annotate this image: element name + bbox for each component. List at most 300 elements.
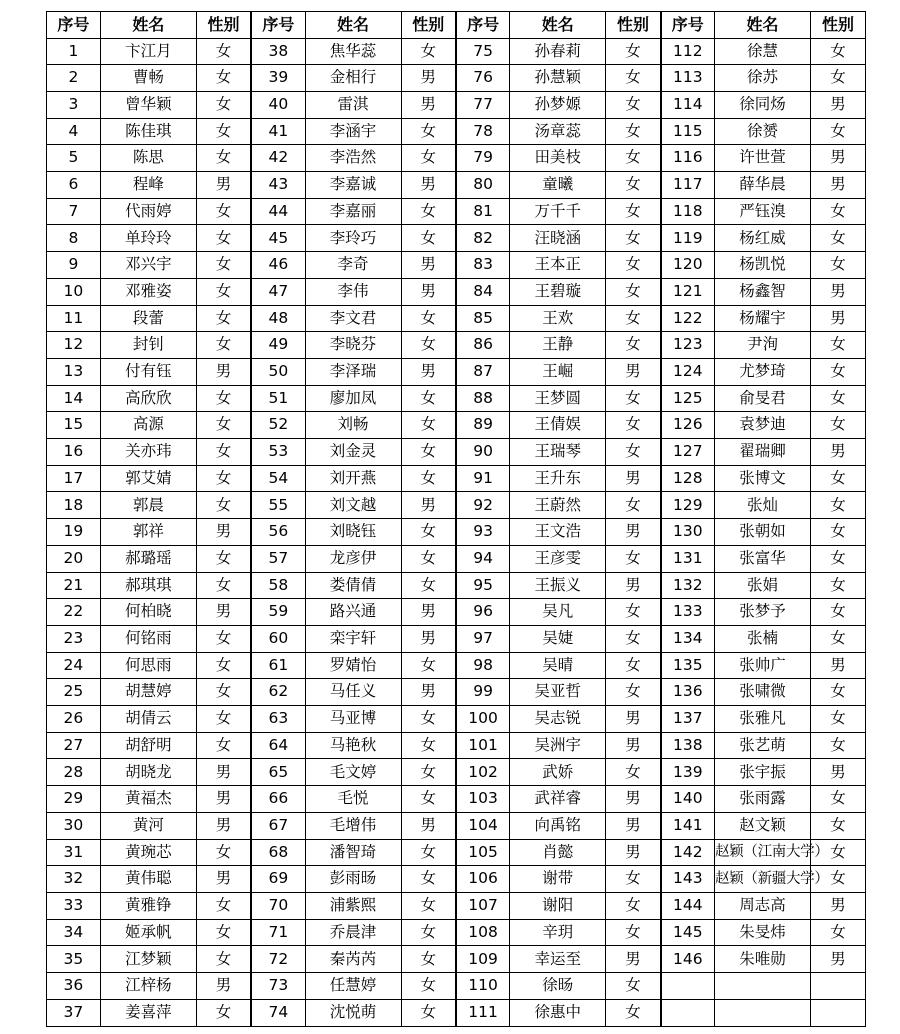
student-gender: 女 [401, 866, 456, 893]
student-name: 马亚博 [305, 706, 401, 733]
student-name [714, 973, 810, 1000]
student-gender: 女 [811, 358, 866, 385]
student-number: 137 [661, 706, 715, 733]
student-gender: 女 [606, 332, 661, 359]
table-row [47, 732, 866, 759]
student-number: 141 [661, 812, 715, 839]
student-number: 58 [251, 572, 305, 599]
student-name: 王瑞琴 [510, 439, 606, 466]
student-gender: 女 [606, 919, 661, 946]
student-number: 54 [251, 465, 305, 492]
student-gender: 女 [606, 91, 661, 118]
student-number: 76 [456, 65, 510, 92]
student-number: 127 [661, 439, 715, 466]
student-gender: 女 [606, 893, 661, 920]
student-name: 陈佳琪 [100, 118, 196, 145]
student-number: 32 [47, 866, 101, 893]
student-gender: 女 [606, 492, 661, 519]
student-gender: 女 [196, 545, 251, 572]
student-gender: 女 [606, 225, 661, 252]
student-number: 129 [661, 492, 715, 519]
table-row [47, 305, 866, 332]
student-name: 黄福杰 [100, 786, 196, 813]
student-number: 84 [456, 278, 510, 305]
student-number: 40 [251, 91, 305, 118]
student-number: 22 [47, 599, 101, 626]
student-gender: 男 [606, 786, 661, 813]
student-number: 53 [251, 439, 305, 466]
student-name: 张梦予 [714, 599, 810, 626]
student-name: 尹洵 [714, 332, 810, 359]
student-gender: 女 [606, 118, 661, 145]
student-number: 28 [47, 759, 101, 786]
student-name: 张灿 [714, 492, 810, 519]
student-name: 朱唯勋 [714, 946, 810, 973]
student-gender: 男 [401, 252, 456, 279]
student-name: 江梓杨 [100, 973, 196, 1000]
student-number: 100 [456, 706, 510, 733]
student-gender: 男 [606, 465, 661, 492]
student-number: 45 [251, 225, 305, 252]
student-number: 46 [251, 252, 305, 279]
student-name: 杨红威 [714, 225, 810, 252]
student-gender: 男 [401, 91, 456, 118]
student-gender: 女 [606, 599, 661, 626]
student-name: 姜喜萍 [100, 999, 196, 1026]
student-gender: 女 [401, 652, 456, 679]
header-number: 序号 [456, 12, 510, 39]
student-gender: 女 [196, 412, 251, 439]
student-name: 毛悦 [305, 786, 401, 813]
student-number: 113 [661, 65, 715, 92]
table-row [47, 599, 866, 626]
student-number: 95 [456, 572, 510, 599]
table-row [47, 332, 866, 359]
student-number: 101 [456, 732, 510, 759]
student-number: 14 [47, 385, 101, 412]
student-name: 王振义 [510, 572, 606, 599]
student-name: 郭祥 [100, 519, 196, 546]
student-gender: 男 [606, 572, 661, 599]
student-name: 吴志锐 [510, 706, 606, 733]
student-name: 武祥睿 [510, 786, 606, 813]
student-name: 武娇 [510, 759, 606, 786]
table-row [47, 759, 866, 786]
student-number: 31 [47, 839, 101, 866]
student-name: 黄琬芯 [100, 839, 196, 866]
student-gender: 女 [811, 706, 866, 733]
student-name: 程峰 [100, 172, 196, 199]
student-gender: 女 [811, 839, 866, 866]
student-gender: 男 [606, 358, 661, 385]
student-name: 彭雨旸 [305, 866, 401, 893]
student-gender: 男 [606, 732, 661, 759]
student-name: 龙彦伊 [305, 545, 401, 572]
student-number: 89 [456, 412, 510, 439]
student-name: 刘金灵 [305, 439, 401, 466]
student-gender: 女 [401, 999, 456, 1026]
student-number: 67 [251, 812, 305, 839]
student-gender: 女 [606, 412, 661, 439]
student-name: 赵文颖 [714, 812, 810, 839]
student-gender: 女 [606, 278, 661, 305]
student-gender: 男 [811, 893, 866, 920]
student-number: 71 [251, 919, 305, 946]
student-name: 关亦玮 [100, 439, 196, 466]
student-gender: 女 [606, 65, 661, 92]
student-name: 张朝如 [714, 519, 810, 546]
student-gender: 女 [196, 679, 251, 706]
student-gender: 男 [401, 172, 456, 199]
student-gender [811, 973, 866, 1000]
student-gender: 男 [196, 759, 251, 786]
student-name: 毛文婷 [305, 759, 401, 786]
student-gender: 女 [401, 519, 456, 546]
student-name: 徐慧 [714, 38, 810, 65]
table-row [47, 225, 866, 252]
student-gender: 女 [606, 252, 661, 279]
student-name: 吴亚哲 [510, 679, 606, 706]
student-name: 徐赟 [714, 118, 810, 145]
student-number: 8 [47, 225, 101, 252]
student-name: 张啸微 [714, 679, 810, 706]
student-number: 1 [47, 38, 101, 65]
student-number: 144 [661, 893, 715, 920]
student-number: 60 [251, 625, 305, 652]
student-number: 126 [661, 412, 715, 439]
student-number: 21 [47, 572, 101, 599]
student-number: 143 [661, 866, 715, 893]
student-gender: 女 [401, 305, 456, 332]
student-number: 94 [456, 545, 510, 572]
student-number: 24 [47, 652, 101, 679]
student-name: 付有钰 [100, 358, 196, 385]
student-gender: 男 [606, 946, 661, 973]
student-name: 何思雨 [100, 652, 196, 679]
student-number: 48 [251, 305, 305, 332]
student-name: 徐旸 [510, 973, 606, 1000]
student-number: 117 [661, 172, 715, 199]
student-gender: 男 [606, 839, 661, 866]
header-name: 姓名 [714, 12, 810, 39]
student-number: 131 [661, 545, 715, 572]
student-name: 张娟 [714, 572, 810, 599]
student-gender: 男 [606, 519, 661, 546]
student-name: 幸运至 [510, 946, 606, 973]
student-gender: 女 [811, 252, 866, 279]
student-name: 李涵宇 [305, 118, 401, 145]
student-number: 37 [47, 999, 101, 1026]
student-number: 64 [251, 732, 305, 759]
student-name: 杨鑫智 [714, 278, 810, 305]
student-number: 92 [456, 492, 510, 519]
student-gender: 女 [196, 706, 251, 733]
student-gender: 女 [811, 786, 866, 813]
table-row [47, 465, 866, 492]
student-name: 栾宇轩 [305, 625, 401, 652]
table-row [47, 385, 866, 412]
header-number: 序号 [47, 12, 101, 39]
student-name: 黄河 [100, 812, 196, 839]
header-name: 姓名 [305, 12, 401, 39]
student-number: 114 [661, 91, 715, 118]
student-gender: 男 [196, 786, 251, 813]
student-number: 11 [47, 305, 101, 332]
student-gender: 女 [811, 198, 866, 225]
student-name: 卞江月 [100, 38, 196, 65]
student-gender: 男 [811, 652, 866, 679]
student-number: 57 [251, 545, 305, 572]
student-gender: 女 [606, 439, 661, 466]
student-name: 张博文 [714, 465, 810, 492]
student-number: 50 [251, 358, 305, 385]
student-name: 代雨婷 [100, 198, 196, 225]
student-name: 王静 [510, 332, 606, 359]
student-name: 徐同炀 [714, 91, 810, 118]
student-name: 王本正 [510, 252, 606, 279]
table-row [47, 946, 866, 973]
student-name: 张宇振 [714, 759, 810, 786]
student-name: 谢带 [510, 866, 606, 893]
table-row [47, 492, 866, 519]
header-name: 姓名 [100, 12, 196, 39]
table-row [47, 999, 866, 1026]
student-gender: 女 [606, 652, 661, 679]
student-name: 封钊 [100, 332, 196, 359]
student-name: 刘晓钰 [305, 519, 401, 546]
header-gender: 性别 [401, 12, 456, 39]
student-number: 87 [456, 358, 510, 385]
student-name: 刘文越 [305, 492, 401, 519]
student-name: 吴凡 [510, 599, 606, 626]
student-gender: 女 [401, 145, 456, 172]
student-name: 王升东 [510, 465, 606, 492]
student-name: 郝琪琪 [100, 572, 196, 599]
student-gender: 女 [196, 225, 251, 252]
student-gender: 女 [196, 38, 251, 65]
student-name: 何柏晓 [100, 599, 196, 626]
student-number: 27 [47, 732, 101, 759]
student-roster-table [46, 11, 866, 1027]
student-gender: 女 [196, 385, 251, 412]
table-row [47, 278, 866, 305]
student-number: 82 [456, 225, 510, 252]
student-name: 童曦 [510, 172, 606, 199]
student-name: 罗婧怡 [305, 652, 401, 679]
student-name: 马艳秋 [305, 732, 401, 759]
table-row [47, 812, 866, 839]
student-gender: 女 [811, 118, 866, 145]
student-name: 潘智琦 [305, 839, 401, 866]
header-number: 序号 [661, 12, 715, 39]
student-gender: 女 [196, 465, 251, 492]
student-gender: 男 [196, 812, 251, 839]
student-name: 张富华 [714, 545, 810, 572]
student-number: 105 [456, 839, 510, 866]
student-name: 马任义 [305, 679, 401, 706]
student-number: 5 [47, 145, 101, 172]
student-gender: 女 [196, 118, 251, 145]
student-gender: 女 [196, 145, 251, 172]
student-gender: 女 [196, 999, 251, 1026]
student-number: 3 [47, 91, 101, 118]
student-name: 吴洲宇 [510, 732, 606, 759]
student-name: 金相行 [305, 65, 401, 92]
table-row [47, 572, 866, 599]
student-number: 122 [661, 305, 715, 332]
student-gender: 男 [811, 439, 866, 466]
student-gender: 女 [196, 198, 251, 225]
student-name: 邓雅姿 [100, 278, 196, 305]
student-name: 黄雅铮 [100, 893, 196, 920]
student-number: 99 [456, 679, 510, 706]
student-name: 黄伟聪 [100, 866, 196, 893]
student-name: 张雨露 [714, 786, 810, 813]
student-gender: 男 [401, 492, 456, 519]
student-gender: 女 [401, 545, 456, 572]
student-number: 35 [47, 946, 101, 973]
student-name: 毛增伟 [305, 812, 401, 839]
student-number: 120 [661, 252, 715, 279]
student-gender: 女 [401, 465, 456, 492]
student-number: 12 [47, 332, 101, 359]
student-gender: 女 [811, 332, 866, 359]
student-gender: 女 [811, 225, 866, 252]
table-row [47, 893, 866, 920]
student-gender: 女 [811, 572, 866, 599]
table-row [47, 145, 866, 172]
student-name: 何铭雨 [100, 625, 196, 652]
student-name: 李晓芬 [305, 332, 401, 359]
table-row [47, 706, 866, 733]
student-gender: 女 [606, 172, 661, 199]
student-name: 陈思 [100, 145, 196, 172]
student-name: 薛华晨 [714, 172, 810, 199]
student-name: 孙春莉 [510, 38, 606, 65]
student-gender: 女 [606, 973, 661, 1000]
student-name: 段蕾 [100, 305, 196, 332]
table-row [47, 358, 866, 385]
student-name: 胡舒明 [100, 732, 196, 759]
student-number: 142 [661, 839, 715, 866]
student-name: 王文浩 [510, 519, 606, 546]
student-number: 23 [47, 625, 101, 652]
student-number: 10 [47, 278, 101, 305]
student-name: 肖懿 [510, 839, 606, 866]
student-gender: 女 [401, 385, 456, 412]
student-name: 尤梦琦 [714, 358, 810, 385]
student-number: 26 [47, 706, 101, 733]
table-row [47, 866, 866, 893]
student-number: 134 [661, 625, 715, 652]
student-gender: 男 [401, 65, 456, 92]
student-number: 136 [661, 679, 715, 706]
student-number: 86 [456, 332, 510, 359]
student-gender: 女 [811, 385, 866, 412]
student-gender: 女 [196, 652, 251, 679]
student-number: 88 [456, 385, 510, 412]
header-name: 姓名 [510, 12, 606, 39]
student-number [661, 999, 715, 1026]
student-gender: 女 [811, 919, 866, 946]
student-gender: 女 [401, 38, 456, 65]
student-gender: 女 [606, 198, 661, 225]
student-gender: 女 [401, 225, 456, 252]
student-name: 赵颖（新疆大学） [714, 866, 810, 893]
student-number: 133 [661, 599, 715, 626]
student-gender: 女 [401, 412, 456, 439]
student-number: 13 [47, 358, 101, 385]
student-gender: 女 [606, 759, 661, 786]
student-gender: 女 [401, 893, 456, 920]
student-number: 17 [47, 465, 101, 492]
student-number: 146 [661, 946, 715, 973]
student-number: 70 [251, 893, 305, 920]
student-number: 78 [456, 118, 510, 145]
student-gender: 女 [401, 706, 456, 733]
student-name: 张雅凡 [714, 706, 810, 733]
student-number: 80 [456, 172, 510, 199]
student-name: 任慧婷 [305, 973, 401, 1000]
student-number: 81 [456, 198, 510, 225]
student-number: 91 [456, 465, 510, 492]
table-row [47, 679, 866, 706]
student-number: 103 [456, 786, 510, 813]
student-gender: 男 [196, 973, 251, 1000]
table-row [47, 198, 866, 225]
student-gender: 女 [401, 919, 456, 946]
student-name: 曾华颖 [100, 91, 196, 118]
student-name: 胡晓龙 [100, 759, 196, 786]
student-name: 高源 [100, 412, 196, 439]
student-gender: 女 [401, 786, 456, 813]
student-number: 104 [456, 812, 510, 839]
student-gender: 女 [811, 625, 866, 652]
header-number: 序号 [251, 12, 305, 39]
table-row [47, 252, 866, 279]
student-number: 18 [47, 492, 101, 519]
student-gender: 男 [196, 172, 251, 199]
student-number: 38 [251, 38, 305, 65]
student-gender: 女 [401, 839, 456, 866]
student-gender: 男 [811, 172, 866, 199]
roster-body [47, 38, 866, 1027]
student-number: 49 [251, 332, 305, 359]
student-number: 138 [661, 732, 715, 759]
student-name: 单玲玲 [100, 225, 196, 252]
student-gender: 男 [811, 305, 866, 332]
student-number: 116 [661, 145, 715, 172]
student-gender: 女 [811, 412, 866, 439]
student-name: 吴婕 [510, 625, 606, 652]
student-name: 徐惠中 [510, 999, 606, 1026]
student-number: 119 [661, 225, 715, 252]
student-gender: 女 [196, 252, 251, 279]
student-number: 7 [47, 198, 101, 225]
student-name: 许世萱 [714, 145, 810, 172]
student-number: 36 [47, 973, 101, 1000]
student-number: 85 [456, 305, 510, 332]
student-gender: 男 [606, 812, 661, 839]
student-name: 乔晨津 [305, 919, 401, 946]
student-number: 110 [456, 973, 510, 1000]
student-number: 77 [456, 91, 510, 118]
student-number: 16 [47, 439, 101, 466]
student-name: 翟瑞卿 [714, 439, 810, 466]
student-gender: 女 [811, 65, 866, 92]
student-number: 69 [251, 866, 305, 893]
student-gender: 男 [196, 866, 251, 893]
